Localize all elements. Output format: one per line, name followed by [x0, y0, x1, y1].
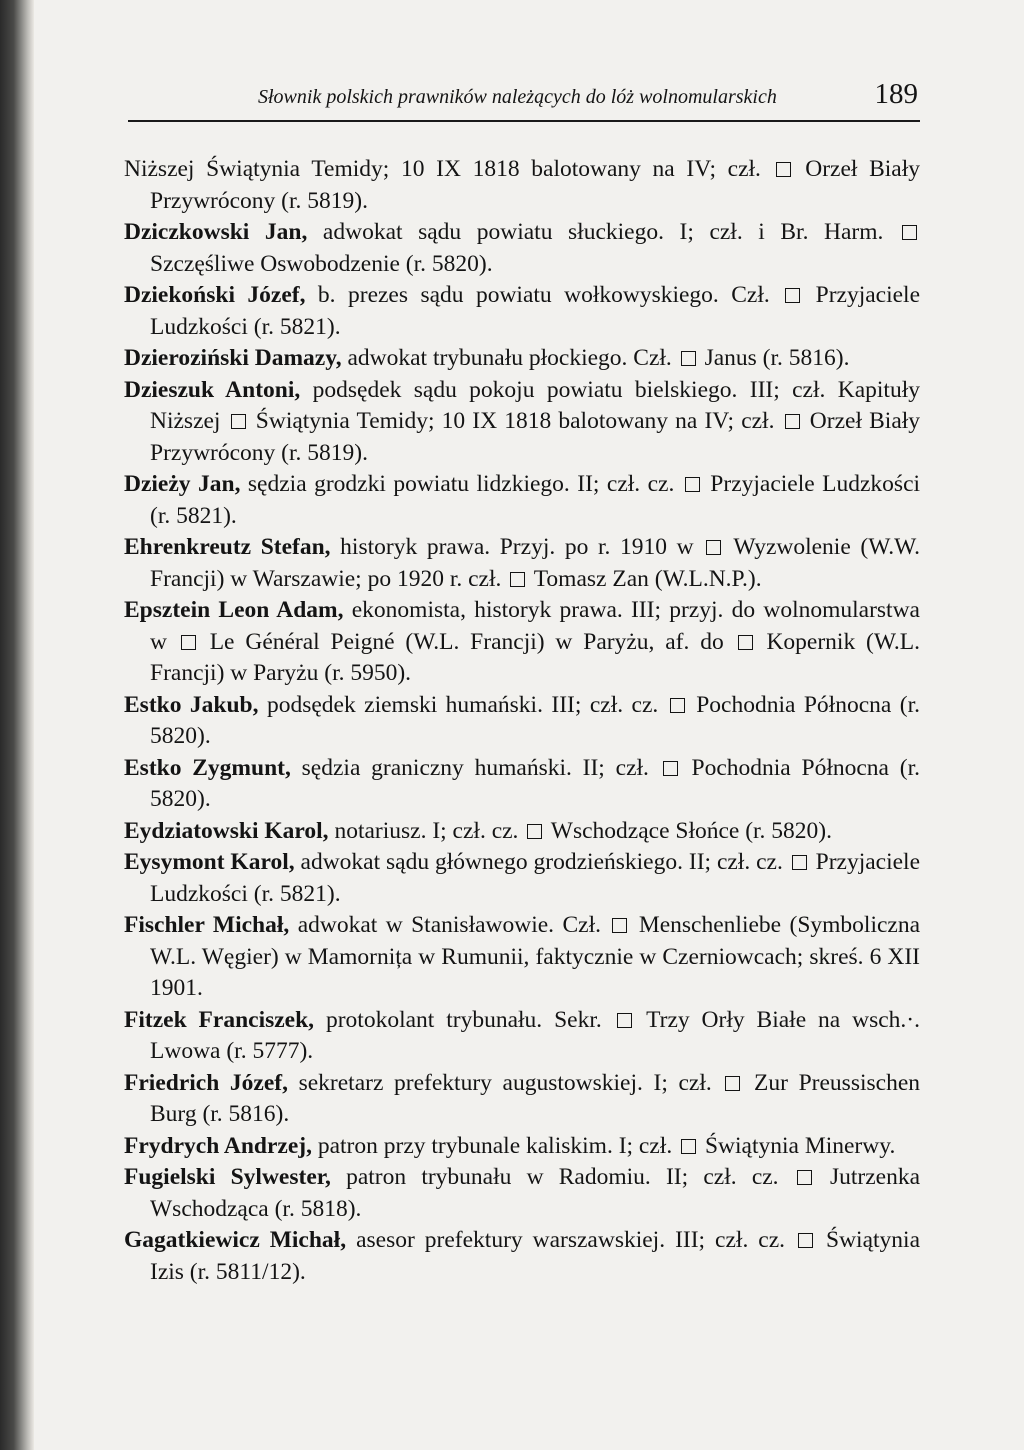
scan-binding-edge: [0, 0, 34, 1450]
dictionary-entry: [124, 690, 920, 753]
entry-name: Dzieszuk Antoni,: [124, 376, 301, 403]
dictionary-entry: [124, 343, 920, 375]
lodge-square-icon: [776, 162, 791, 177]
dictionary-entry: [124, 375, 920, 470]
entry-text: adwokat trybunału płockiego. Czł.: [341, 345, 672, 371]
entry-text: Pochodnia Północna (r. 5820).: [150, 691, 920, 749]
entry-text: Trzy Orły Białe na wsch.·. Lwowa (r. 5777).: [150, 1006, 920, 1064]
entry-text: Zur Preussischen Burg (r. 5816).: [150, 1069, 920, 1127]
lodge-square-icon: [681, 351, 696, 366]
dictionary-entry: [124, 595, 920, 690]
dictionary-entry: [124, 1131, 920, 1163]
dictionary-entry: [124, 217, 920, 280]
lodge-square-icon: [902, 225, 917, 240]
lodge-square-icon: [527, 824, 542, 839]
entry-text: Kopernik (W.L. Francji) w Paryżu (r. 5950).: [150, 628, 921, 686]
entry-name: Estko Jakub,: [124, 691, 259, 718]
entry-text: Orzeł Biały Przywrócony (r. 5819).: [150, 156, 921, 214]
dictionary-entry: [124, 1068, 920, 1131]
dictionary-entry: [124, 532, 920, 595]
entry-text: Le Général Peigné (W.L. Francji) w Paryżu, af. do: [209, 628, 724, 655]
dictionary-entry: [124, 1162, 920, 1225]
entry-text: Orzeł Biały Przywrócony (r. 5819).: [150, 408, 921, 466]
entry-text: b. prezes sądu powiatu wołkowyskiego. Czł.: [305, 282, 770, 308]
lodge-square-icon: [785, 414, 800, 429]
entry-name: Gagatkiewicz Michał,: [124, 1227, 347, 1253]
lodge-square-icon: [685, 477, 700, 492]
lodge-square-icon: [681, 1139, 696, 1154]
lodge-square-icon: [663, 761, 678, 776]
entry-text: historyk prawa. Przyj. po r. 1910 w: [330, 534, 694, 560]
entry-text: podsędek ziemski humański. III; czł. cz.: [258, 691, 659, 718]
lodge-square-icon: [706, 540, 721, 555]
lodge-square-icon: [725, 1076, 740, 1091]
entry-name: Estko Zygmunt,: [124, 754, 291, 781]
entry-name: Fugielski Sylwester,: [124, 1164, 331, 1190]
lodge-square-icon: [617, 1013, 632, 1028]
entry-text: patron trybunału w Radomiu. II; czł. cz.: [330, 1164, 779, 1190]
entry-name: Dzieroziński Damazy,: [124, 345, 342, 371]
entry-text: adwokat sądu powiatu słuckiego. I; czł. i Br. Harm.: [307, 219, 884, 245]
dictionary-entry: [124, 154, 920, 217]
entry-name: Epsztein Leon Adam,: [124, 597, 344, 623]
entry-text: protokolant trybunału. Sekr.: [314, 1006, 602, 1033]
entry-text: Jutrzenka Wschodząca (r. 5818).: [150, 1164, 921, 1222]
entry-name: Fitzek Franciszek,: [124, 1006, 315, 1033]
entry-name: Frydrych Andrzej,: [124, 1132, 312, 1159]
header-title: Słownik polskich prawników należących do lóż wolnomularskich: [258, 86, 777, 108]
entry-text: Świątynia Temidy; 10 IX 1818 balotowany na IV; czł.: [255, 408, 775, 434]
entry-name: Eydziatowski Karol,: [124, 817, 329, 844]
lodge-square-icon: [670, 698, 685, 713]
lodge-square-icon: [510, 572, 525, 587]
dictionary-entry: [124, 753, 920, 816]
entry-text: Menschenliebe (Symboliczna W.L. Węgier) w Mamornița w Rumunii, faktycznie w Czerniowcach; skreś. 6 XII 1901.: [150, 912, 921, 1001]
entry-text: Janus (r. 5816).: [704, 345, 850, 371]
entry-name: Dziekoński Józef,: [124, 282, 306, 308]
dictionary-entry: [124, 1225, 920, 1288]
entry-text: sędzia grodzki powiatu lidzkiego. II; czł. cz.: [240, 471, 675, 497]
dictionary-entry: [124, 910, 920, 1005]
entry-text: sekretarz prefektury augustowskiej. I; czł.: [287, 1069, 712, 1096]
entry-text: notariusz. I; czł. cz.: [328, 817, 519, 844]
entry-text: Świątynia Izis (r. 5811/12).: [150, 1227, 921, 1285]
entry-text: Wschodzące Słońce (r. 5820).: [550, 817, 833, 844]
lodge-square-icon: [231, 414, 246, 429]
dictionary-entry: [124, 469, 920, 532]
lodge-square-icon: [792, 855, 807, 870]
entry-text: podsędek sądu pokoju powiatu bielskiego. III; czł. Kapituły Niższej: [150, 376, 920, 434]
dictionary-entry: [124, 1005, 920, 1068]
lodge-square-icon: [785, 288, 800, 303]
entry-text: Niższej Świątynia Temidy; 10 IX 1818 balotowany na IV; czł.: [124, 156, 761, 182]
entry-name: Dzieży Jan,: [124, 471, 241, 497]
entry-name: Eysymont Karol,: [124, 849, 295, 875]
entry-text: ekonomista, historyk prawa. III; przyj. do wolnomularstwa w: [150, 597, 920, 655]
dictionary-entry: [124, 847, 920, 910]
entry-text: Świątynia Minerwy.: [704, 1132, 896, 1159]
entry-text: sędzia graniczny humański. II; czł.: [290, 754, 649, 781]
entry-text: Szczęśliwe Oswobodzenie (r. 5820).: [150, 250, 493, 277]
entry-text: Pochodnia Północna (r. 5820).: [150, 754, 920, 812]
entry-text: Przyjaciele Ludzkości (r. 5821).: [150, 471, 921, 529]
dictionary-entry: [124, 280, 920, 343]
dictionary-entry: [124, 816, 920, 848]
running-header: [128, 80, 920, 122]
entry-name: Dziczkowski Jan,: [124, 219, 308, 245]
entry-name: Ehrenkreutz Stefan,: [124, 534, 331, 560]
entry-text: Tomasz Zan (W.L.N.P.).: [533, 565, 762, 592]
entry-name: Friedrich Józef,: [124, 1069, 288, 1096]
lodge-square-icon: [798, 1233, 813, 1248]
entry-text: adwokat sądu głównego grodzieńskiego. II; czł. cz.: [294, 849, 783, 875]
entry-text: Wyzwolenie (W.W. Francji) w Warszawie; po 1920 r. czł.: [150, 534, 921, 592]
lodge-square-icon: [612, 918, 627, 933]
lodge-square-icon: [181, 635, 196, 650]
entry-text: Przyjaciele Ludzkości (r. 5821).: [150, 849, 921, 907]
entry-text: Przyjaciele Ludzkości (r. 5821).: [150, 282, 921, 340]
dictionary-entries: [124, 154, 920, 1288]
entry-text: patron przy trybunale kaliskim. I; czł.: [311, 1132, 673, 1159]
entry-name: Fischler Michał,: [124, 912, 290, 938]
page-number: 189: [874, 78, 918, 110]
entry-text: asesor prefektury warszawskiej. III; czł. cz.: [346, 1227, 786, 1253]
lodge-square-icon: [738, 635, 753, 650]
lodge-square-icon: [797, 1170, 812, 1185]
entry-text: adwokat w Stanisławowie. Czł.: [289, 912, 601, 938]
